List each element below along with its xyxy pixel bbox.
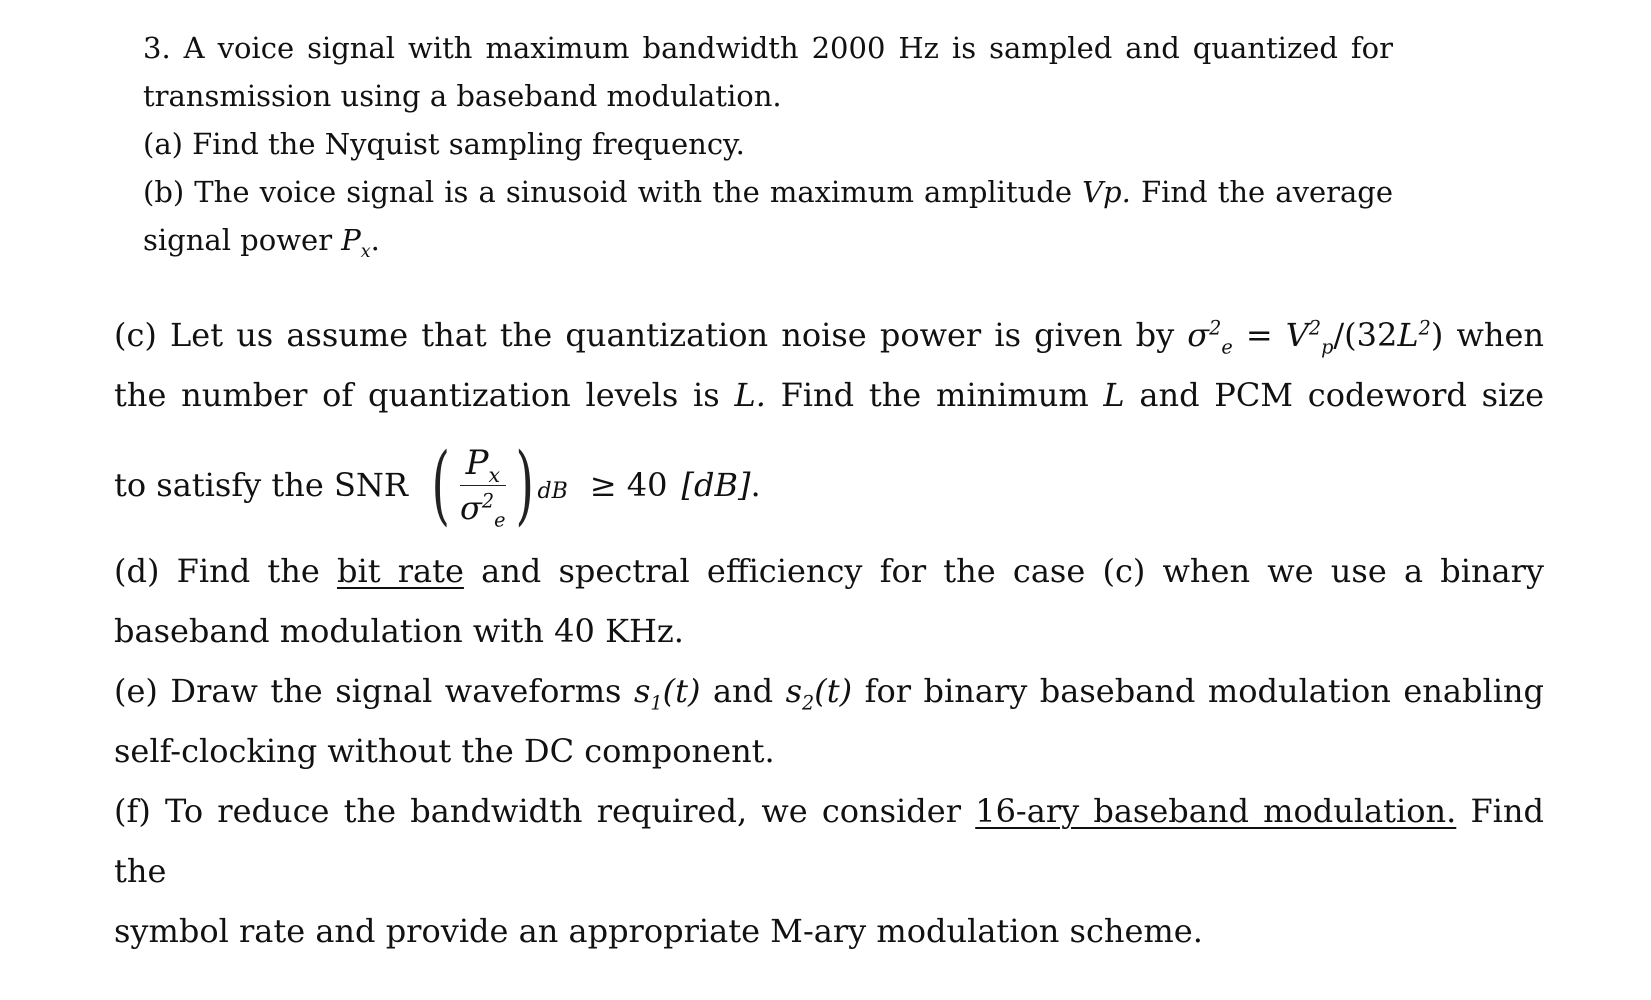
px-P: P <box>341 223 361 257</box>
part-d-text: (d) Find the <box>114 552 337 590</box>
px-symbol <box>341 223 371 262</box>
equals-sign: = <box>1232 316 1286 354</box>
part-f-text-post: Find the <box>114 792 1545 890</box>
s1-sub: 1 <box>650 691 663 715</box>
l-min: L <box>1103 376 1125 414</box>
left-paren: ( <box>431 435 451 535</box>
snr-text: to satisfy the SNR <box>114 466 408 504</box>
sigma-symbol: σ <box>1187 316 1210 354</box>
s2-s: s <box>785 672 803 710</box>
snr-fraction <box>424 435 568 535</box>
s1-symbol <box>633 672 701 715</box>
part-c-when: when <box>1456 316 1544 354</box>
sigma-sub: e <box>1221 335 1233 359</box>
fraction <box>460 442 506 531</box>
v-sup: 2 <box>1308 316 1322 340</box>
part-d-text-post: and spectral efficiency for the case (c) when we use a binary <box>463 552 1545 590</box>
s2-sub: 2 <box>802 691 815 715</box>
den-sigma: σ <box>460 488 482 527</box>
part-c-text: (c) Let us assume that the quantization noise power is given by <box>114 316 1188 354</box>
fraction-numerator <box>460 443 506 486</box>
num-sub: x <box>488 462 500 487</box>
problem-intro-block <box>143 24 1393 264</box>
part-c-line2-post: and PCM codeword size <box>1124 376 1545 414</box>
part-e-text: (e) Draw the signal waveforms <box>114 672 634 710</box>
db-subscript: dB <box>537 479 568 504</box>
den-sub: e <box>494 507 506 531</box>
snr-condition-row <box>114 425 1544 545</box>
part-e-text-post: for binary baseband modulation enabling <box>852 672 1545 710</box>
snr-unit: [dB] <box>681 466 751 504</box>
l-levels: L. <box>734 376 766 414</box>
part-d-line-1 <box>114 541 1544 601</box>
den-sup: 2 <box>481 488 495 512</box>
px-sub: x <box>360 241 371 262</box>
num-P: P <box>465 442 489 483</box>
denominator-close: ) <box>1430 316 1444 354</box>
snr-end: . <box>750 466 761 504</box>
intro-line-2: transmission using a baseband modulation. <box>143 79 782 113</box>
intro-line-1: 3. A voice signal with maximum bandwidth 2000 Hz is sampled and quantized for <box>143 31 1393 65</box>
noise-power-formula <box>1187 316 1444 359</box>
part-e-line-2: self-clocking without the DC component. <box>114 732 775 770</box>
fraction-denominator <box>460 486 506 531</box>
part-b-line-1 <box>143 168 1393 216</box>
part-b-text-post: Find the average <box>1130 175 1393 209</box>
part-f-line-2: symbol rate and provide an appropriate M-ary modulation scheme. <box>114 912 1203 950</box>
part-f-line-1 <box>114 781 1544 901</box>
s2-t: (t) <box>814 672 853 710</box>
problem-main-block <box>114 305 1544 961</box>
part-c-line-1 <box>114 305 1544 365</box>
part-b-line2-text: signal power <box>143 223 342 257</box>
l-sup: 2 <box>1418 316 1431 340</box>
part-c-line2-mid: Find the minimum <box>765 376 1104 414</box>
part-b-period: . <box>370 223 380 257</box>
sigma-sup: 2 <box>1209 316 1222 340</box>
right-paren: ) <box>515 435 534 535</box>
part-e-and: and <box>700 672 786 710</box>
denominator-open: /(32 <box>1333 316 1398 354</box>
bit-rate-underlined: bit rate <box>336 552 464 590</box>
s1-t: (t) <box>662 672 701 710</box>
v-sub: p <box>1321 335 1334 359</box>
s1-s: s <box>633 672 651 710</box>
l-symbol: L <box>1397 316 1419 354</box>
part-e-line-1 <box>114 661 1544 721</box>
v-symbol: V <box>1285 316 1309 354</box>
part-a: (a) Find the Nyquist sampling frequency. <box>143 127 745 161</box>
s2-symbol <box>785 672 853 715</box>
part-c-line-2 <box>114 365 1544 425</box>
part-d-line-2: baseband modulation with 40 KHz. <box>114 612 684 650</box>
sixteen-ary-underlined: 16-ary baseband modulation. <box>975 792 1457 830</box>
part-f-text: (f) To reduce the bandwidth required, we consider <box>114 792 976 830</box>
snr-threshold: ≥ 40 <box>589 466 668 504</box>
part-b-text: (b) The voice signal is a sinusoid with the maximum amplitude <box>143 175 1083 209</box>
part-c-line2-text: the number of quantization levels is <box>114 376 735 414</box>
part-b-line-2 <box>143 216 1393 264</box>
vp-symbol: Vp. <box>1082 175 1131 209</box>
